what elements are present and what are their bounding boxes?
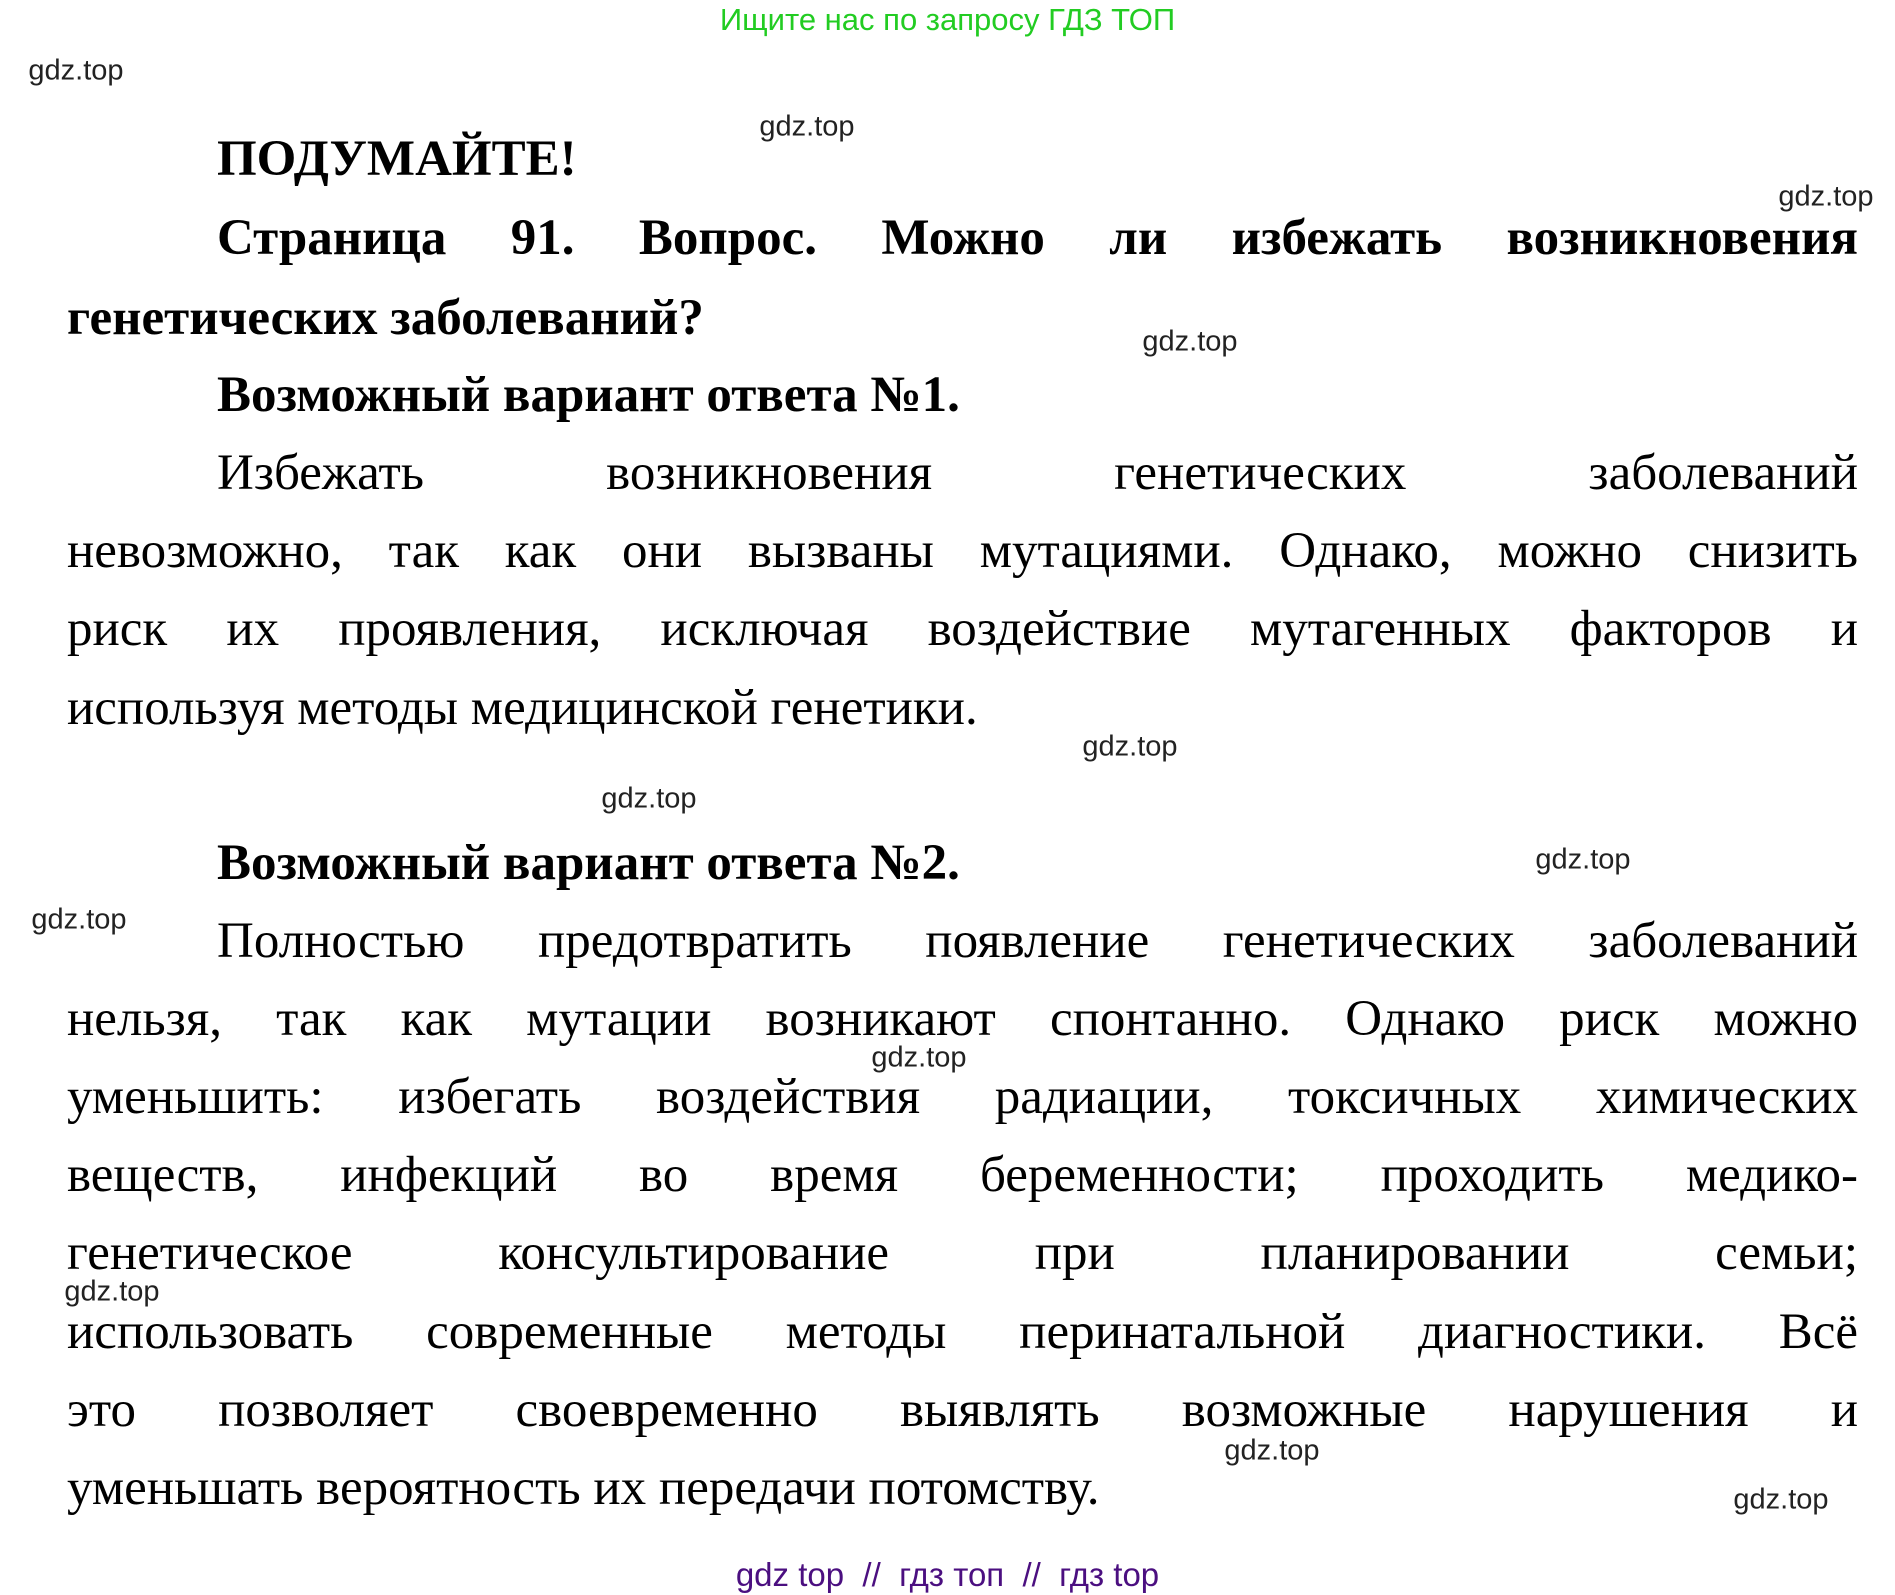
watermark: gdz.top [31,903,127,936]
watermark: gdz.top [1082,730,1178,763]
answer1-line: Избежать возникновения генетических заболеваний [217,445,1858,501]
answer2-heading: Возможный вариант ответа №2. [217,835,960,891]
search-banner: Ищите нас по запросу ГДЗ ТОП [719,2,1176,37]
watermark: gdz.top [64,1275,160,1308]
section-title: ПОДУМАЙТЕ! [217,131,577,187]
watermark: gdz.top [759,110,855,143]
answer2-line: Полностью предотвратить появление генетических заболеваний [217,913,1858,969]
footer-links: gdz top // гдз топ // гдз top [735,1556,1160,1593]
watermark: gdz.top [1535,843,1631,876]
question-line: Страница 91. Вопрос. Можно ли избежать возникновения [217,210,1858,266]
question-line: генетических заболеваний? [67,290,704,346]
answer2-line: это позволяет своевременно выявлять возможные нарушения и [67,1382,1858,1438]
answer2-line: веществ, инфекций во время беременности; проходить медико- [67,1147,1858,1203]
watermark: gdz.top [601,782,697,815]
answer2-line: использовать современные методы перинатальной диагностики. Всё [67,1304,1858,1360]
watermark: gdz.top [1224,1434,1320,1467]
watermark: gdz.top [28,54,124,87]
answer2-line: генетическое консультирование при планировании семьи; [67,1225,1858,1281]
answer1-heading: Возможный вариант ответа №1. [217,367,960,423]
answer2-line: уменьшить: избегать воздействия радиации, токсичных химических [67,1069,1858,1125]
watermark: gdz.top [871,1041,967,1074]
watermark: gdz.top [1778,180,1874,213]
watermark: gdz.top [1142,325,1238,358]
answer2-line: уменьшать вероятность их передачи потомству. [67,1460,1100,1516]
answer1-line: риск их проявления, исключая воздействие мутагенных факторов и [67,601,1858,657]
watermark: gdz.top [1733,1483,1829,1516]
answer1-line: невозможно, так как они вызваны мутациями. Однако, можно снизить [67,523,1858,579]
answer1-line: используя методы медицинской генетики. [67,680,978,736]
answer2-line: нельзя, так как мутации возникают спонтанно. Однако риск можно [67,991,1858,1047]
